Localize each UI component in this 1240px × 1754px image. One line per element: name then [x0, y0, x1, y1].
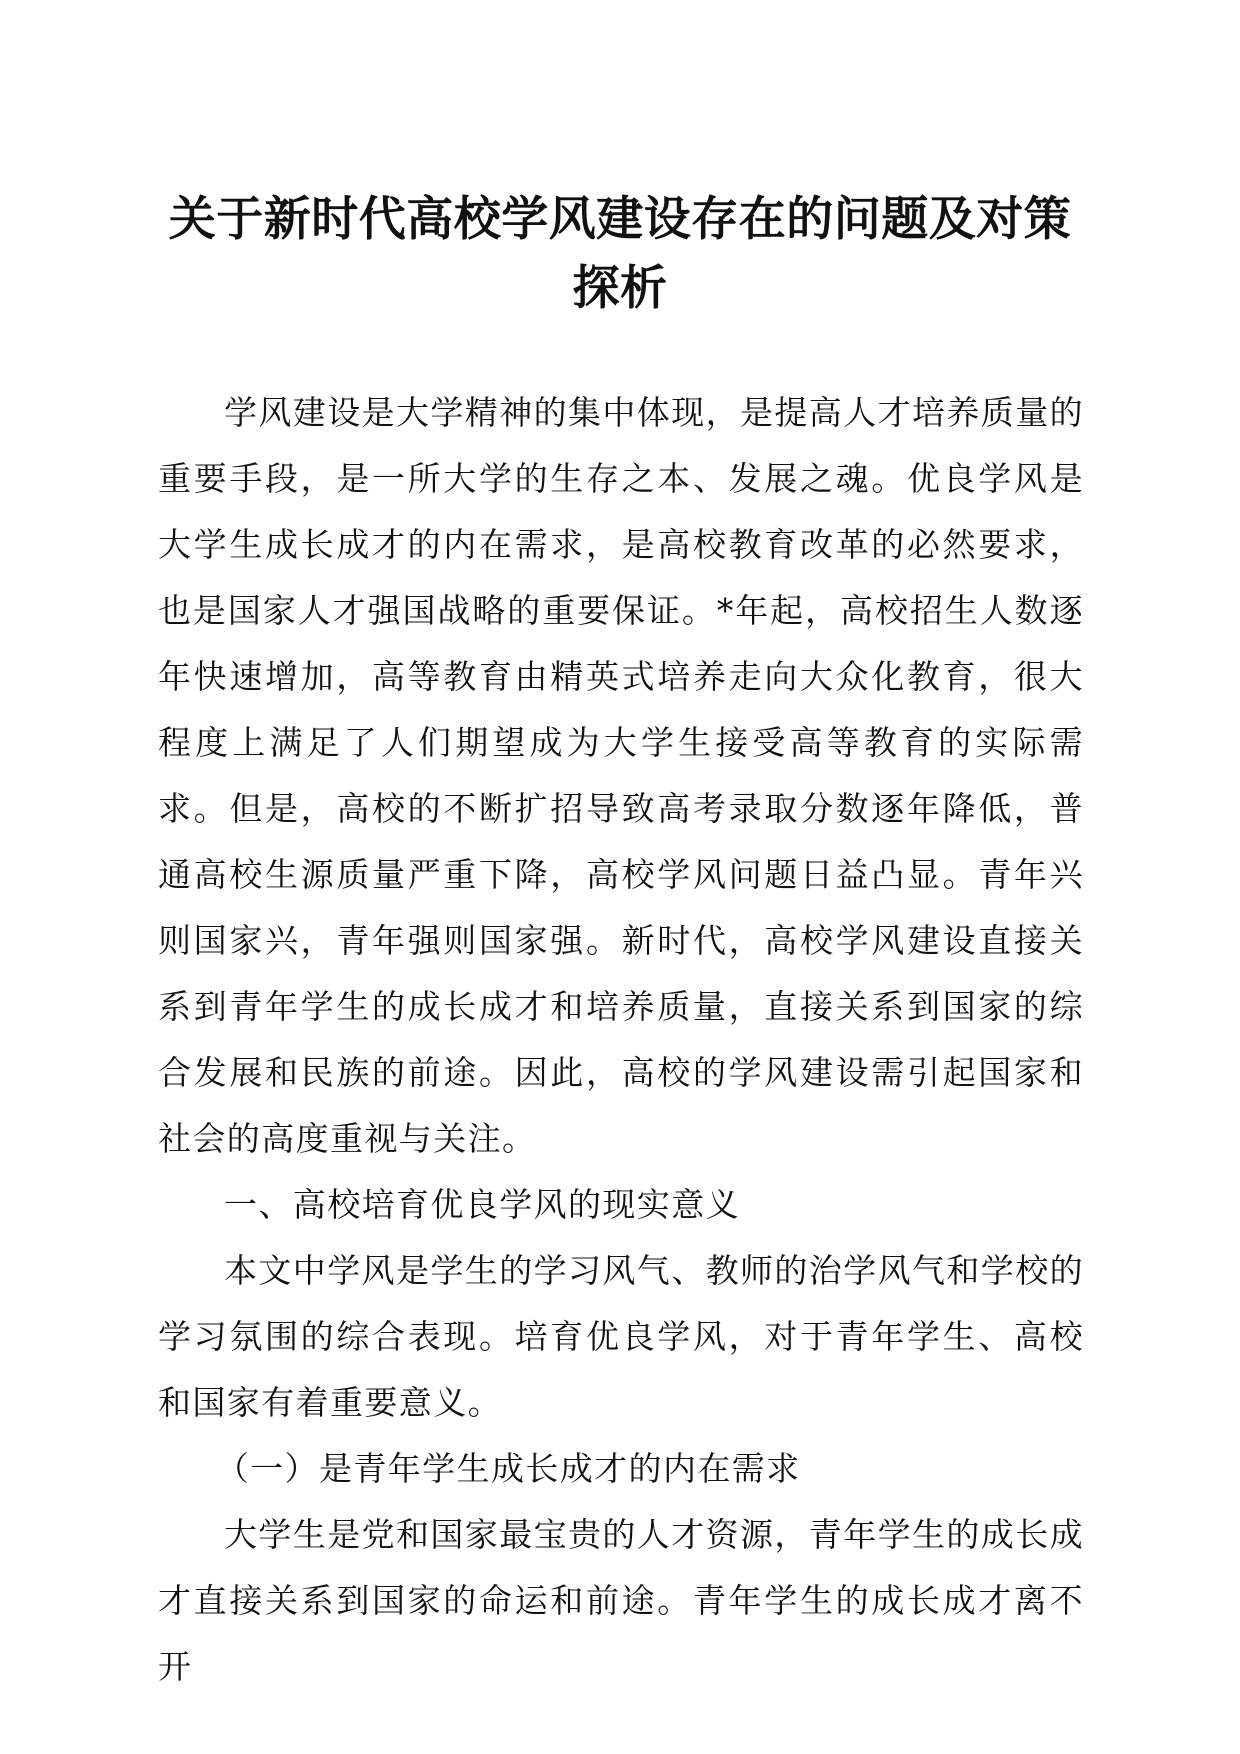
paragraph-section-1: 本文中学风是学生的学习风气、教师的治学风气和学校的学习氛围的综合表现。培育优良学风，对于青年学生、高校和国家有着重要意义。 — [158, 1251, 1084, 1422]
section-heading-1: 一、高校培育优良学风的现实意义 — [224, 1185, 740, 1224]
document-title: 关于新时代高校学风建设存在的问题及对策探析 — [168, 192, 1072, 316]
document-body — [158, 380, 1084, 1700]
paragraph-subsection-1: 大学生是党和国家最宝贵的人才资源，青年学生的成长成才直接关系到国家的命运和前途。青年学生的成长成才离不开 — [158, 1515, 1084, 1686]
subsection-heading-1: （一）是青年学生成长成才的内在需求 — [215, 1449, 801, 1488]
paragraph-intro: 学风建设是大学精神的集中体现，是提高人才培养质量的重要手段，是一所大学的生存之本、发展之魂。优良学风是大学生成长成才的内在需求，是高校教育改革的必然要求，也是国家人才强国战略的重要保证。*年起，高校招生人数逐年快速增加，高等教育由精英式培养走向大众化教育，很大程度上满足了人们期望成为大学生接受高等教育的实际需求。但是，高校的不断扩招导致高考录取分数逐年降低，普通高校生源质量严重下降，高校学风问题日益凸显。青年兴则国家兴，青年强则国家强。新时代，高校学风建设直接关系到青年学生的成长成才和培养质量，直接关系到国家的综合发展和民族的前途。因此，高校的学风建设需引起国家和社会的高度重视与关注。 — [158, 393, 1084, 1158]
